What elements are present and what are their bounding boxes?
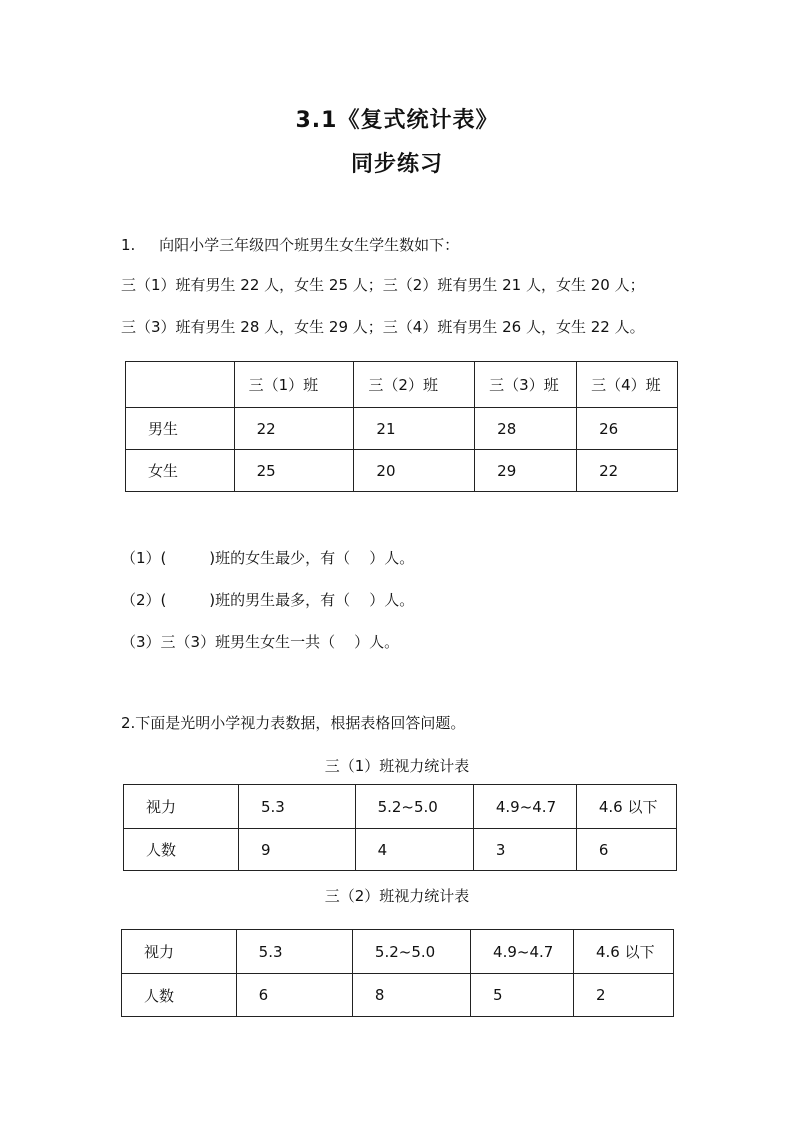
table-cell: 22 [577,450,678,492]
table-cell: 三（2）班 [354,362,475,408]
table-cell: 4.9~4.7 [471,930,574,974]
q1-heading: 1. 向阳小学三年级四个班男生女生学生数如下： [121,236,460,254]
table-cell: 视力 [124,785,239,829]
vision-table-1-caption: 三（1）班视力统计表 [324,757,470,775]
q1-question-3: （3）三（3）班男生女生一共（ ）人。 [121,633,400,651]
table-cell: 三（3）班 [475,362,577,408]
table-row [126,408,678,450]
table-cell: 男生 [126,408,235,450]
table-cell: 4 [355,829,473,871]
vision-table-1 [123,784,677,871]
table-cell: 22 [234,408,354,450]
table-cell: 4.9~4.7 [473,785,576,829]
q1-question-2: （2）( )班的男生最多，有（ ）人。 [121,591,415,609]
table-cell: 29 [475,450,577,492]
q1-question-1: （1）( )班的女生最少，有（ ）人。 [121,549,415,567]
vision-table-2-caption: 三（2）班视力统计表 [324,887,470,905]
table-cell: 5.2~5.0 [352,930,470,974]
table-row [122,930,674,974]
table-cell: 5.3 [238,785,355,829]
doc-subtitle: 同步练习 [350,152,443,177]
table-row [124,829,677,871]
table-cell: 视力 [122,930,237,974]
doc-title: 3.1《复式统计表》 [295,108,499,133]
table-cell: 20 [354,450,475,492]
table-cell: 3 [473,829,576,871]
table-cell: 28 [475,408,577,450]
q1-table [125,361,678,492]
table-cell: 三（4）班 [577,362,678,408]
table-cell: 6 [236,974,352,1017]
table-cell: 8 [352,974,470,1017]
q1-info-line-1: 三（1）班有男生 22 人，女生 25 人；三（2）班有男生 21 人，女生 20 人； [121,276,645,294]
table-cell: 21 [354,408,475,450]
table-cell: 人数 [124,829,239,871]
q2-heading: 2.下面是光明小学视力表数据，根据表格回答问题。 [121,714,466,732]
table-cell: 4.6 以下 [573,930,673,974]
table-cell: 5 [471,974,574,1017]
table-cell: 5.2~5.0 [355,785,473,829]
table-cell: 人数 [122,974,237,1017]
table-cell: 三（1）班 [234,362,354,408]
table-cell: 4.6 以下 [576,785,676,829]
vision-table-2 [121,929,674,1017]
table-row [126,362,678,408]
table-cell: 9 [238,829,355,871]
table-cell: 6 [576,829,676,871]
table-cell: 26 [577,408,678,450]
table-row [126,450,678,492]
q1-info-line-2: 三（3）班有男生 28 人，女生 29 人；三（4）班有男生 26 人，女生 22 人。 [121,318,645,336]
table-row [122,974,674,1017]
table-cell [126,362,235,408]
table-cell: 5.3 [236,930,352,974]
table-cell: 25 [234,450,354,492]
table-row [124,785,677,829]
table-cell: 女生 [126,450,235,492]
table-cell: 2 [573,974,673,1017]
